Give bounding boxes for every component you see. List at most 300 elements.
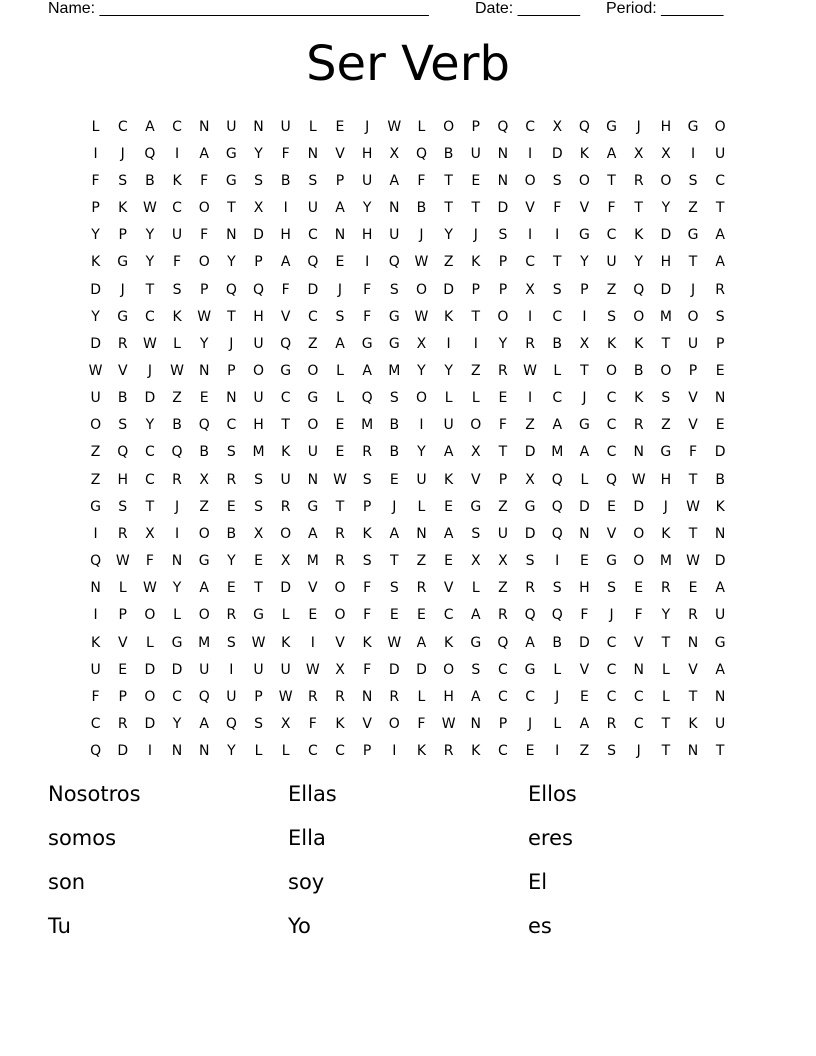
grid-letter: T: [661, 634, 671, 651]
grid-row: [82, 385, 734, 412]
grid-letter: N: [198, 118, 210, 135]
grid-letter: A: [145, 118, 155, 135]
grid-letter: D: [416, 661, 427, 678]
grid-letter: N: [90, 580, 101, 597]
grid-letter: U: [687, 335, 699, 352]
grid-letter: G: [388, 308, 400, 325]
grid-letter: G: [225, 172, 237, 189]
grid-letter: C: [606, 227, 617, 244]
grid-letter: W: [387, 118, 402, 135]
grid-letter: S: [226, 634, 236, 651]
grid-letter: R: [525, 335, 535, 352]
grid-letter: L: [118, 580, 127, 597]
grid-letter: N: [198, 362, 210, 379]
grid-letter: U: [280, 118, 291, 135]
grid-letter: H: [253, 417, 264, 434]
grid-letter: T: [661, 335, 671, 352]
grid-letter: F: [607, 200, 616, 217]
grid-letter: W: [414, 308, 429, 325]
grid-letter: G: [90, 498, 101, 515]
grid-letter: F: [417, 172, 426, 189]
grid-letter: T: [254, 580, 263, 597]
grid-letter: Y: [227, 553, 236, 570]
grid-letter: O: [198, 525, 210, 542]
grid-letter: D: [144, 390, 156, 407]
grid-letter: V: [633, 634, 644, 651]
grid-letter: D: [171, 661, 183, 678]
grid-row: [82, 249, 734, 276]
grid-letter: D: [497, 200, 509, 217]
grid-letter: O: [443, 661, 455, 678]
grid-letter: J: [555, 688, 560, 705]
grid-letter: U: [226, 688, 237, 705]
grid-letter: E: [607, 498, 616, 515]
grid-letter: D: [144, 716, 156, 733]
grid-letter: R: [660, 580, 671, 597]
grid-letter: R: [389, 688, 400, 705]
grid-letter: U: [280, 471, 291, 488]
grid-letter: V: [688, 390, 698, 407]
grid-letter: O: [633, 308, 645, 325]
grid-letter: R: [443, 743, 454, 760]
grid-letter: F: [363, 607, 372, 624]
grid-letter: J: [528, 716, 533, 733]
grid-letter: C: [606, 444, 617, 461]
grid-letter: U: [226, 118, 237, 135]
grid-letter: S: [335, 308, 345, 325]
grid-letter: R: [307, 688, 318, 705]
grid-letter: E: [254, 553, 263, 570]
grid-letter: R: [633, 417, 644, 434]
grid-letter: V: [470, 471, 481, 488]
grid-letter: U: [497, 525, 509, 542]
grid-letter: Y: [227, 743, 236, 760]
grid-letter: H: [253, 308, 264, 325]
grid-letter: G: [117, 254, 129, 271]
grid-letter: C: [226, 417, 237, 434]
grid-letter: K: [634, 390, 644, 407]
grid-letter: E: [118, 661, 128, 678]
grid-letter: C: [90, 716, 101, 733]
grid-letter: E: [199, 390, 209, 407]
grid-letter: X: [199, 471, 209, 488]
grid-letter: O: [198, 254, 210, 271]
grid-row: [82, 357, 734, 384]
grid-letter: X: [525, 471, 535, 488]
grid-letter: Q: [225, 281, 237, 298]
grid-letter: E: [335, 417, 345, 434]
grid-letter: T: [661, 716, 671, 733]
grid-letter: C: [498, 743, 508, 760]
grid-letter: S: [118, 498, 128, 515]
grid-letter: S: [254, 471, 263, 488]
grid-letter: Q: [90, 743, 102, 760]
grid-letter: Z: [498, 498, 508, 515]
grid-letter: S: [172, 281, 182, 298]
grid-letter: Y: [417, 362, 426, 379]
grid-letter: D: [144, 661, 156, 678]
word-bank-item: Yo: [288, 914, 311, 938]
grid-letter: J: [609, 607, 614, 624]
grid-row: [82, 683, 734, 710]
grid-letter: E: [525, 743, 535, 760]
grid-row: [82, 602, 734, 629]
grid-letter: U: [470, 145, 481, 162]
grid-letter: S: [607, 580, 616, 597]
grid-letter: D: [253, 227, 264, 244]
grid-letter: V: [443, 580, 454, 597]
grid-letter: K: [90, 254, 101, 271]
grid-letter: N: [307, 145, 319, 162]
grid-letter: I: [283, 200, 288, 217]
grid-letter: P: [471, 281, 480, 298]
grid-letter: Y: [91, 308, 100, 325]
grid-row: [82, 330, 734, 357]
grid-letter: Z: [90, 471, 101, 488]
grid-letter: E: [444, 498, 454, 515]
grid-letter: F: [91, 172, 100, 189]
grid-letter: K: [444, 471, 454, 488]
grid-letter: Y: [254, 145, 263, 162]
grid-letter: F: [417, 716, 426, 733]
grid-letter: T: [281, 417, 290, 434]
grid-letter: A: [470, 607, 481, 624]
grid-letter: O: [144, 607, 156, 624]
grid-letter: U: [389, 227, 400, 244]
grid-letter: U: [606, 254, 617, 271]
grid-letter: Y: [227, 254, 236, 271]
grid-letter: T: [390, 553, 399, 570]
grid-letter: Q: [497, 118, 509, 135]
grid-letter: S: [525, 553, 535, 570]
grid-letter: K: [172, 308, 182, 325]
grid-letter: A: [389, 172, 400, 189]
grid-letter: W: [278, 688, 293, 705]
grid-letter: I: [555, 553, 560, 570]
grid-letter: P: [498, 254, 508, 271]
grid-letter: A: [280, 254, 291, 271]
grid-letter: K: [90, 634, 101, 651]
grid-letter: Y: [580, 254, 589, 271]
grid-letter: C: [145, 444, 155, 461]
grid-letter: T: [688, 688, 698, 705]
grid-letter: J: [120, 145, 125, 162]
student-info-header: [48, 0, 768, 20]
grid-letter: Z: [416, 553, 427, 570]
grid-letter: S: [362, 553, 372, 570]
grid-letter: W: [142, 200, 157, 217]
grid-letter: O: [443, 118, 455, 135]
grid-letter: X: [633, 145, 644, 162]
grid-letter: V: [688, 661, 698, 678]
grid-letter: I: [392, 743, 397, 760]
grid-letter: I: [528, 308, 533, 325]
grid-letter: D: [551, 145, 563, 162]
grid-letter: W: [197, 308, 212, 325]
grid-letter: N: [226, 390, 237, 407]
grid-letter: B: [199, 444, 209, 461]
grid-row: [82, 303, 734, 330]
name-field-label: Name: _____________________________________: [48, 0, 429, 17]
grid-letter: R: [172, 471, 182, 488]
grid-letter: G: [280, 362, 292, 379]
grid-letter: E: [444, 553, 454, 570]
grid-letter: P: [254, 688, 263, 705]
grid-letter: L: [553, 362, 562, 379]
grid-letter: Q: [497, 634, 509, 651]
grid-letter: C: [525, 688, 535, 705]
grid-letter: O: [144, 688, 156, 705]
grid-letter: C: [172, 688, 182, 705]
grid-letter: U: [307, 200, 318, 217]
grid-letter: O: [307, 362, 319, 379]
grid-letter: P: [498, 716, 508, 733]
grid-letter: C: [307, 308, 318, 325]
grid-letter: C: [552, 308, 563, 325]
grid-letter: X: [525, 281, 535, 298]
grid-letter: H: [443, 688, 454, 705]
grid-letter: T: [444, 172, 453, 189]
grid-letter: D: [524, 525, 536, 542]
grid-letter: F: [363, 308, 372, 325]
grid-letter: R: [525, 580, 535, 597]
grid-letter: Z: [688, 200, 698, 217]
grid-letter: D: [117, 743, 129, 760]
grid-letter: X: [389, 145, 400, 162]
grid-row: [82, 520, 734, 547]
grid-row: [82, 222, 734, 249]
grid-letter: W: [115, 553, 130, 570]
grid-letter: L: [336, 362, 344, 379]
grid-letter: O: [198, 200, 210, 217]
grid-letter: P: [118, 688, 127, 705]
word-bank-item: somos: [48, 826, 117, 850]
grid-letter: L: [254, 743, 263, 760]
grid-letter: I: [93, 607, 98, 624]
grid-letter: Q: [606, 471, 618, 488]
grid-letter: O: [334, 580, 346, 597]
grid-letter: O: [90, 417, 102, 434]
grid-letter: A: [199, 145, 209, 162]
grid-letter: K: [471, 254, 481, 271]
grid-letter: X: [661, 145, 671, 162]
grid-letter: N: [687, 634, 699, 651]
grid-letter: J: [473, 227, 478, 244]
worksheet-title: Ser Verb: [306, 36, 510, 92]
grid-row: [82, 439, 734, 466]
grid-letter: T: [335, 498, 345, 515]
grid-letter: C: [606, 417, 617, 434]
grid-letter: T: [471, 308, 481, 325]
grid-letter: B: [145, 172, 155, 189]
grid-letter: C: [172, 200, 182, 217]
grid-letter: Y: [634, 254, 643, 271]
grid-letter: J: [392, 498, 397, 515]
grid-letter: J: [419, 227, 424, 244]
grid-letter: A: [606, 145, 617, 162]
grid-letter: E: [715, 417, 725, 434]
grid-letter: P: [471, 118, 480, 135]
grid-letter: Y: [145, 227, 155, 244]
grid-letter: R: [335, 525, 345, 542]
grid-letter: H: [280, 227, 291, 244]
grid-letter: Y: [145, 254, 155, 271]
grid-letter: X: [470, 444, 481, 461]
grid-letter: P: [227, 362, 236, 379]
grid-letter: W: [305, 661, 320, 678]
grid-letter: E: [417, 607, 426, 624]
grid-letter: X: [280, 716, 291, 733]
grid-letter: N: [389, 200, 400, 217]
grid-letter: S: [118, 172, 128, 189]
grid-letter: K: [362, 634, 372, 651]
grid-letter: R: [362, 444, 372, 461]
grid-letter: T: [715, 200, 725, 217]
grid-letter: Z: [470, 362, 481, 379]
grid-letter: J: [365, 118, 370, 135]
grid-letter: T: [471, 200, 481, 217]
grid-letter: Y: [661, 607, 671, 624]
grid-letter: F: [173, 254, 182, 271]
grid-letter: E: [389, 607, 399, 624]
grid-letter: W: [170, 362, 184, 379]
grid-letter: B: [552, 634, 563, 651]
grid-letter: N: [497, 145, 509, 162]
grid-letter: L: [281, 743, 290, 760]
grid-letter: S: [552, 580, 562, 597]
grid-letter: P: [91, 200, 100, 217]
grid-letter: D: [714, 553, 726, 570]
grid-letter: W: [142, 335, 157, 352]
grid-row: [82, 493, 734, 520]
grid-letter: L: [553, 716, 562, 733]
grid-letter: A: [525, 634, 535, 651]
grid-letter: R: [117, 525, 128, 542]
grid-letter: Z: [579, 743, 590, 760]
grid-letter: D: [660, 281, 672, 298]
grid-letter: K: [661, 525, 671, 542]
grid-letter: I: [582, 308, 587, 325]
grid-letter: E: [226, 580, 236, 597]
grid-letter: U: [443, 417, 454, 434]
grid-letter: C: [443, 607, 454, 624]
grid-letter: P: [199, 281, 209, 298]
grid-letter: N: [171, 553, 183, 570]
grid-letter: Q: [361, 390, 373, 407]
grid-letter: A: [579, 716, 590, 733]
grid-letter: C: [172, 118, 182, 135]
grid-letter: N: [633, 661, 644, 678]
grid-letter: D: [388, 661, 400, 678]
grid-letter: A: [715, 227, 725, 244]
grid-letter: F: [363, 661, 372, 678]
grid-letter: B: [443, 145, 454, 162]
grid-row: [82, 710, 734, 737]
grid-letter: L: [471, 390, 480, 407]
grid-letter: Y: [417, 444, 426, 461]
grid-letter: W: [414, 254, 429, 271]
grid-letter: Q: [551, 607, 563, 624]
grid-letter: F: [363, 580, 372, 597]
grid-letter: X: [145, 525, 155, 542]
grid-letter: P: [118, 227, 127, 244]
grid-letter: H: [660, 118, 672, 135]
grid-letter: Q: [633, 281, 645, 298]
grid-letter: Y: [91, 227, 100, 244]
grid-letter: G: [606, 553, 617, 570]
grid-letter: P: [580, 281, 589, 298]
grid-letter: K: [606, 335, 617, 352]
grid-letter: K: [172, 172, 182, 189]
grid-letter: C: [498, 661, 508, 678]
grid-letter: L: [281, 607, 290, 624]
grid-letter: K: [281, 634, 291, 651]
grid-letter: E: [308, 607, 318, 624]
grid-letter: Q: [307, 254, 319, 271]
grid-letter: J: [120, 281, 125, 298]
grid-letter: T: [552, 254, 562, 271]
grid-letter: J: [582, 390, 587, 407]
grid-letter: Z: [199, 498, 209, 515]
grid-letter: N: [416, 525, 427, 542]
grid-letter: B: [552, 335, 563, 352]
grid-letter: T: [634, 200, 643, 217]
grid-letter: O: [198, 607, 210, 624]
grid-letter: P: [362, 743, 372, 760]
grid-letter: D: [660, 227, 672, 244]
grid-letter: E: [579, 688, 589, 705]
grid-letter: L: [417, 118, 426, 135]
grid-letter: S: [471, 525, 481, 542]
grid-letter: I: [446, 335, 451, 352]
grid-letter: E: [715, 362, 725, 379]
grid-letter: Q: [225, 716, 237, 733]
grid-letter: J: [690, 281, 696, 298]
grid-letter: G: [578, 227, 590, 244]
grid-letter: F: [200, 227, 209, 244]
grid-letter: J: [147, 362, 152, 379]
grid-letter: C: [606, 390, 617, 407]
grid-letter: A: [199, 580, 209, 597]
grid-letter: R: [335, 553, 345, 570]
grid-letter: X: [416, 335, 427, 352]
grid-letter: H: [660, 254, 672, 271]
grid-letter: R: [117, 716, 128, 733]
grid-letter: U: [90, 390, 101, 407]
grid-letter: G: [307, 498, 319, 515]
grid-letter: U: [416, 471, 427, 488]
grid-letter: A: [335, 335, 345, 352]
grid-letter: S: [362, 471, 372, 488]
grid-letter: V: [525, 200, 535, 217]
grid-letter: O: [524, 172, 536, 189]
grid-letter: N: [497, 172, 509, 189]
grid-letter: V: [579, 661, 590, 678]
grid-letter: U: [715, 607, 726, 624]
grid-letter: I: [174, 145, 180, 162]
grid-letter: I: [473, 335, 478, 352]
grid-letter: O: [334, 607, 346, 624]
grid-letter: J: [663, 498, 668, 515]
grid-letter: K: [416, 743, 427, 760]
grid-letter: Y: [444, 362, 453, 379]
grid-letter: U: [199, 661, 210, 678]
grid-row: [82, 466, 734, 493]
grid-letter: O: [415, 281, 427, 298]
grid-letter: E: [335, 254, 345, 271]
grid-letter: F: [200, 172, 209, 189]
grid-letter: D: [307, 281, 319, 298]
